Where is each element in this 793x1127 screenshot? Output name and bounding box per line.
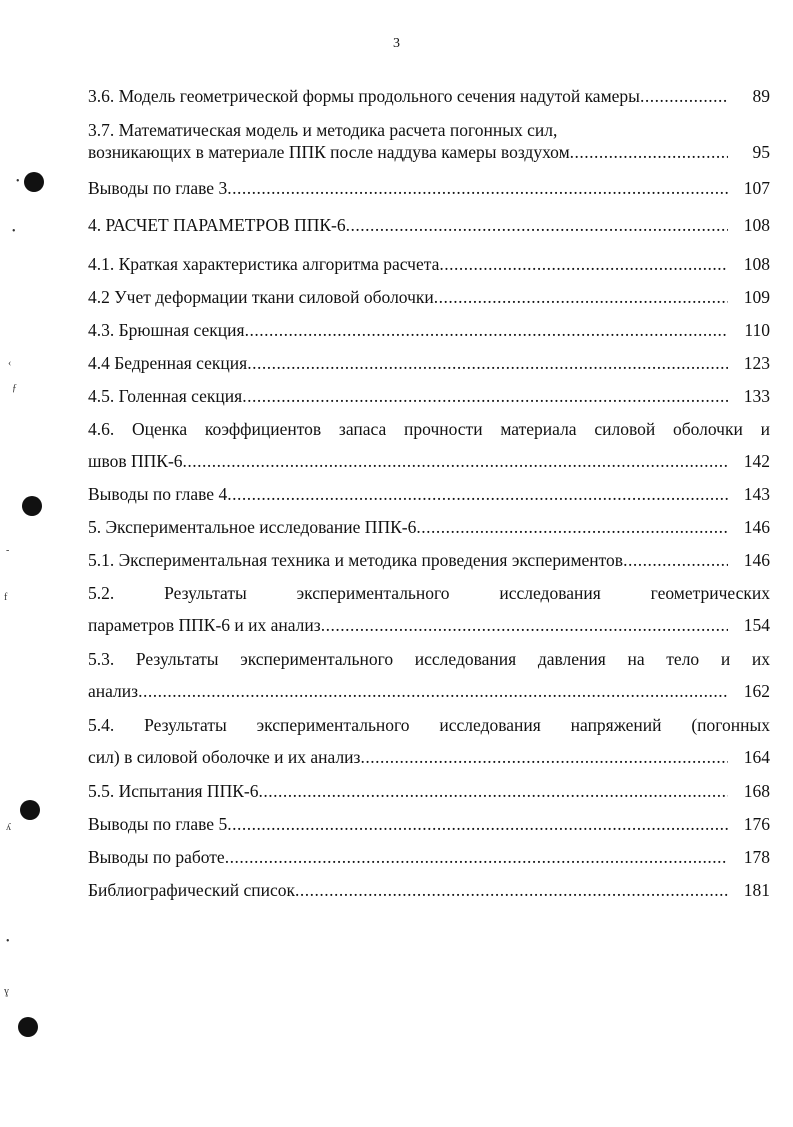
toc-page: 143 — [743, 484, 770, 504]
toc-leader — [245, 320, 728, 340]
toc-page: 133 — [743, 386, 770, 406]
toc-entry-bibliography — [88, 880, 770, 900]
toc-title: Выводы по главе 4 — [88, 484, 228, 504]
toc-page: 176 — [743, 814, 770, 834]
toc-leader — [258, 781, 728, 801]
toc-page: 123 — [743, 353, 770, 373]
toc-leader — [247, 353, 728, 373]
toc-leader — [242, 386, 728, 406]
toc-entry-work-conclusions — [88, 847, 770, 867]
toc-title: 5.1. Экспериментальная техника и методика проведения экспериментов — [88, 550, 624, 570]
toc-page: 110 — [744, 320, 770, 340]
toc-entry-5-4 — [88, 715, 770, 767]
toc-leader — [227, 178, 728, 198]
toc-title-line-1: 5.4. Результаты экспериментального исследования напряжений (погонных — [88, 715, 770, 735]
punch-hole-mark — [22, 496, 42, 516]
toc-entry-4-2 — [88, 287, 770, 307]
toc-leader — [227, 814, 728, 834]
toc-title-line-2: параметров ППК-6 и их анализ — [88, 615, 321, 635]
toc-leader — [623, 550, 728, 570]
toc-entry-5-2 — [88, 583, 770, 635]
toc-page: 142 — [743, 451, 770, 471]
page-number: 3 — [393, 36, 400, 51]
toc-page: 95 — [752, 142, 770, 162]
toc-page: 107 — [743, 178, 770, 198]
toc-leader — [295, 880, 728, 900]
scan-speck: f — [4, 592, 8, 603]
toc-page: 178 — [743, 847, 770, 867]
toc-entry-chapter-5-conclusions — [88, 814, 770, 834]
toc-title: 4.1. Краткая характеристика алгоритма расчета — [88, 254, 440, 274]
toc-leader — [416, 517, 728, 537]
toc-title: Выводы по главе 5 — [88, 814, 228, 834]
toc-page: 108 — [743, 215, 770, 235]
toc-title: 4.3. Брюшная секция — [88, 320, 245, 340]
toc-entry-4-5 — [88, 386, 770, 406]
toc-leader — [360, 747, 728, 767]
toc-title-line-1: 5.2. Результаты экспериментального исследования геометрических — [88, 583, 770, 603]
toc-entry-4-4 — [88, 353, 770, 373]
toc-entry-3-7 — [88, 120, 770, 162]
toc-leader — [225, 847, 728, 867]
toc-page: 146 — [743, 550, 770, 570]
toc-title: 4.4 Бедренная секция — [88, 353, 248, 373]
toc-title-line-1: 4.6. Оценка коэффициентов запаса прочности материала силовой оболочки и — [88, 419, 770, 439]
toc-title: 4. РАСЧЕТ ПАРАМЕТРОВ ППК-6 — [88, 215, 346, 235]
toc-title-line-2: возникающих в материале ППК после наддува камеры воздухом — [88, 142, 570, 162]
toc-leader — [439, 254, 728, 274]
toc-entry-5-3 — [88, 649, 770, 701]
scan-speck: - — [6, 545, 10, 556]
toc-entry-chapter-5 — [88, 517, 770, 537]
toc-title: 4.5. Голенная секция — [88, 386, 243, 406]
scan-speck: ‹ — [8, 358, 12, 369]
toc-entry-chapter-3-conclusions — [88, 178, 770, 198]
toc-entry-5-1 — [88, 550, 770, 570]
toc-entry-chapter-4-conclusions — [88, 484, 770, 504]
toc-entry-4-1 — [88, 254, 770, 274]
toc-title-line-1: 3.7. Математическая модель и методика расчета погонных сил, — [88, 120, 558, 140]
scan-speck: ɣ — [4, 986, 9, 997]
toc-page: 108 — [743, 254, 770, 274]
toc-leader — [640, 86, 728, 106]
toc-entry-4-6 — [88, 419, 770, 471]
toc-page: 181 — [743, 880, 770, 900]
toc-page: 168 — [743, 781, 770, 801]
toc-entry-chapter-4 — [88, 215, 770, 235]
toc-page: 162 — [743, 681, 770, 701]
scan-speck: • — [6, 936, 10, 947]
toc-page: 164 — [743, 747, 770, 767]
toc-entry-5-5 — [88, 781, 770, 801]
scan-speck: ƒ — [12, 383, 17, 394]
toc-leader — [346, 215, 728, 235]
punch-hole-mark — [24, 172, 44, 192]
toc-leader — [434, 287, 728, 307]
toc-page: 154 — [743, 615, 770, 635]
scan-speck: • — [12, 226, 16, 237]
toc-page: 109 — [743, 287, 770, 307]
toc-leader — [183, 451, 728, 471]
scan-speck: • — [16, 176, 20, 187]
toc-leader — [227, 484, 728, 504]
toc-leader — [570, 142, 728, 162]
toc-page: 146 — [743, 517, 770, 537]
toc-entry-4-3 — [88, 320, 770, 340]
toc-page: 89 — [752, 86, 770, 106]
toc-title: 5.5. Испытания ППК-6 — [88, 781, 259, 801]
toc-leader — [321, 615, 728, 635]
punch-hole-mark — [18, 1017, 38, 1037]
toc-title-line-2: швов ППК-6 — [88, 451, 183, 471]
toc-title: 5. Экспериментальное исследование ППК-6 — [88, 517, 417, 537]
toc-title-line-2: сил) в силовой оболочке и их анализ — [88, 747, 361, 767]
toc-entry-3-6 — [88, 86, 770, 106]
toc-title-line-1: 5.3. Результаты экспериментального исследования давления на тело и их — [88, 649, 770, 669]
toc-leader — [138, 681, 728, 701]
punch-hole-mark — [20, 800, 40, 820]
toc-title-line-2: анализ — [88, 681, 139, 701]
scan-speck: ʎ — [6, 822, 11, 833]
toc-title: 4.2 Учет деформации ткани силовой оболочки — [88, 287, 434, 307]
toc-title: Выводы по главе 3 — [88, 178, 228, 198]
toc-title: Библиографический список — [88, 880, 296, 900]
toc-title: Выводы по работе — [88, 847, 225, 867]
toc-title: 3.6. Модель геометрической формы продольного сечения надутой камеры — [88, 86, 640, 106]
